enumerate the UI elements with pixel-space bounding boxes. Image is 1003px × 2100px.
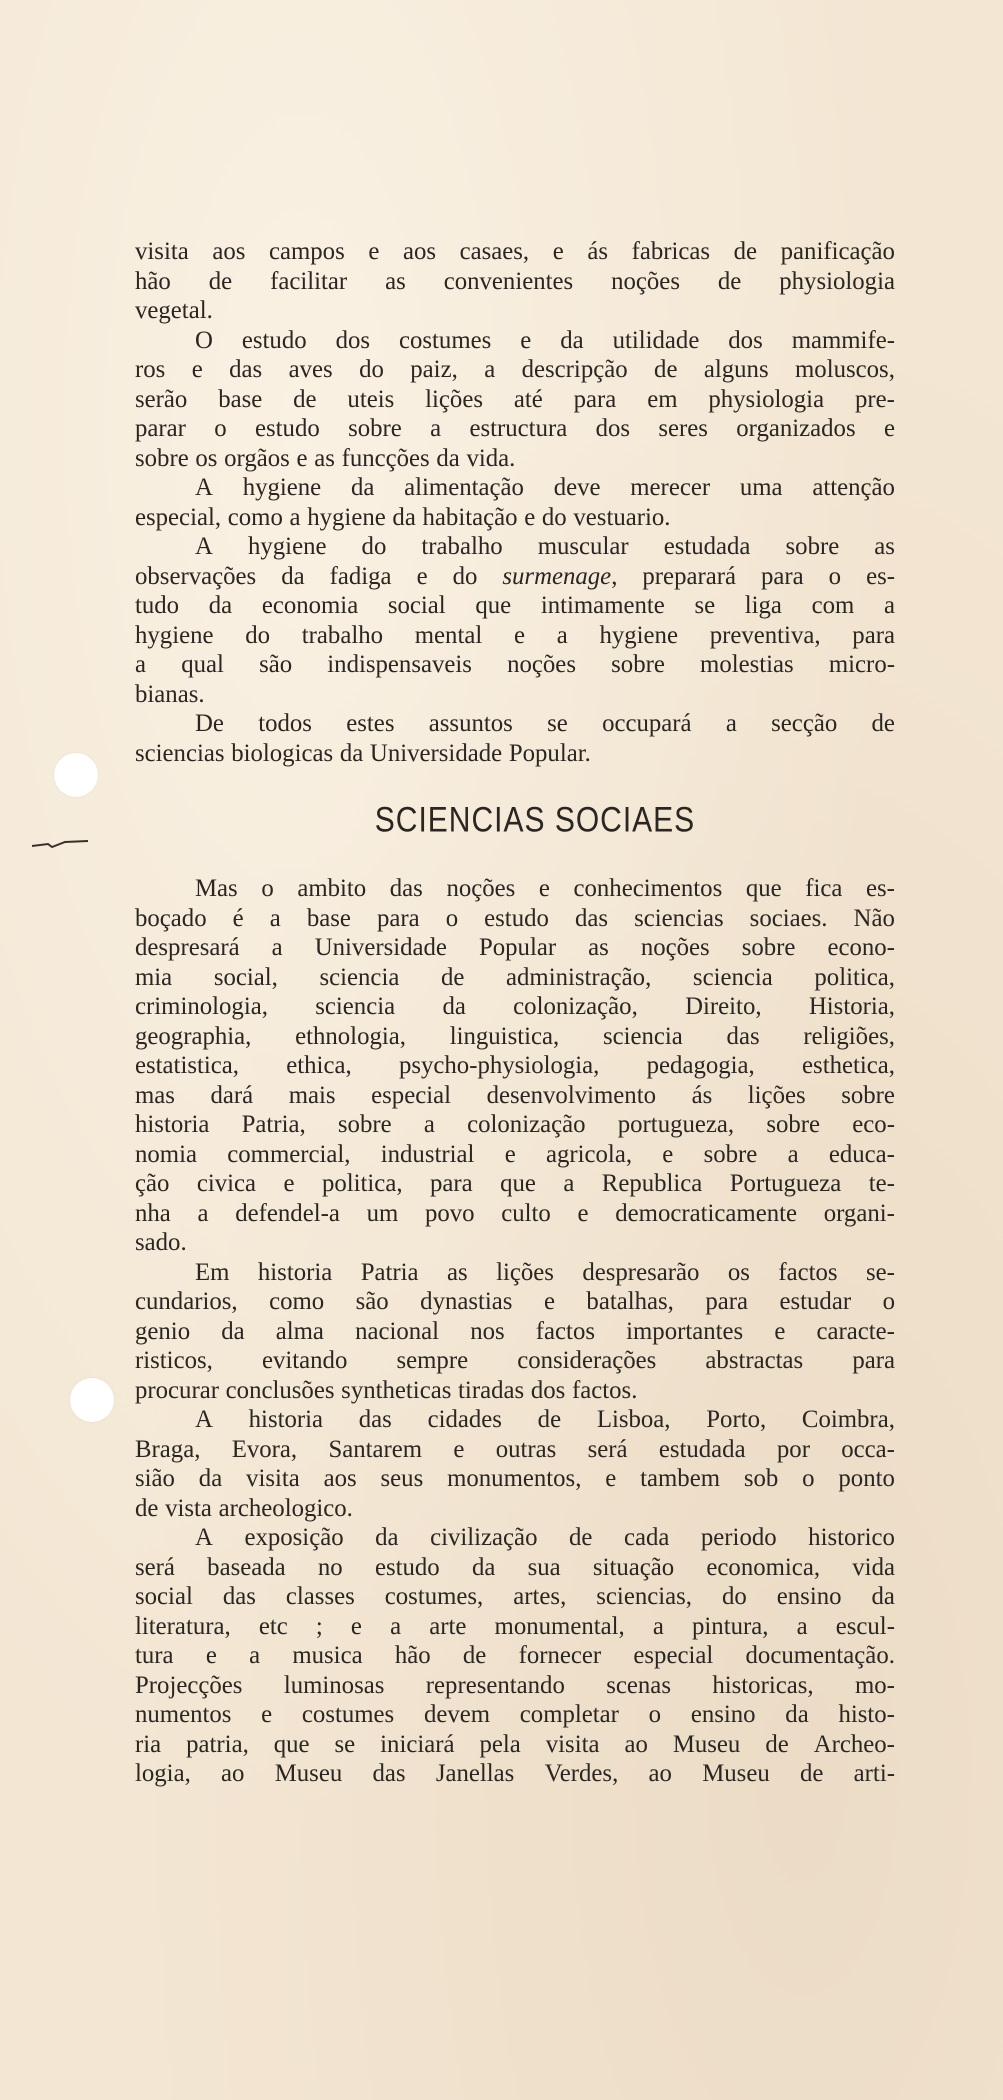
section-biologicas [135,237,895,768]
text-line: criminologia, sciencia da colonização, Direito, Historia, [135,993,895,1020]
text-line: ros e das aves do paiz, a descripção de alguns moluscos, [135,356,895,383]
text-line: sobre os orgãos e as funcções da vida. [135,444,516,472]
text-line: sciencias biologicas da Universidade Popular. [135,739,591,767]
text-line: especial, como a hygiene da habitação e do vestuario. [135,503,671,531]
text-line: tura e a musica hão de fornecer especial documentação. [135,1642,895,1669]
text-line: Projecções luminosas representando scenas historicas, mo- [135,1671,895,1699]
section-sociaes [135,874,895,1789]
text-line: parar o estudo sobre a estructura dos seres organizados e [135,415,895,442]
text-line: de vista archeologico. [135,1494,353,1522]
text-line: geographia, ethnologia, linguistica, sciencia das religiões, [135,1022,895,1050]
text-line: ria patria, que se iniciará pela visita ao Museu de Archeo- [135,1730,895,1758]
text-line: nha a defendel-a um povo culto e democraticamente organi- [135,1199,895,1227]
text-line: numentos e costumes devem completar o ensino da histo- [135,1701,895,1728]
text-line: sião da visita aos seus monumentos, e tambem sob o ponto [135,1465,895,1492]
text-line: A historia das cidades de Lisboa, Porto, Coimbra, [195,1406,895,1433]
text-line: observações da fadiga e do surmenage, preparará para o es- [135,562,895,590]
text-line: social das classes costumes, artes, sciencias, do ensino da [135,1583,895,1610]
text-line: mas dará mais especial desenvolvimento ás lições sobre [135,1081,895,1109]
text-line: procurar conclusões syntheticas tiradas dos factos. [135,1376,638,1404]
text-line: Em historia Patria as lições despresarão os factos se- [195,1258,895,1286]
text-line: genio da alma nacional nos factos importantes e caracte- [135,1317,895,1345]
text-line: literatura, etc ; e a arte monumental, a pintura, a escul- [135,1612,895,1640]
text-line: A hygiene do trabalho muscular estudada sobre as [195,533,895,560]
text-line: hygiene do trabalho mental e a hygiene preventiva, para [135,621,895,649]
text-line: vegetal. [135,297,213,324]
text-line: Mas o ambito das noções e conhecimentos que fica es- [195,875,895,902]
document-body [135,237,895,1789]
text-line: historia Patria, sobre a colonização portugueza, sobre eco- [135,1111,895,1138]
text-line: estatistica, ethica, psycho-physiologia, pedagogia, esthetica, [135,1052,895,1079]
text-line: despresará a Universidade Popular as noções sobre econo- [135,934,895,961]
text-line: De todos estes assuntos se occupará a secção de [195,710,895,737]
text-line: logia, ao Museu das Janellas Verdes, ao Museu de arti- [135,1760,895,1787]
text-line: hão de facilitar as convenientes noções de physiologia [135,267,895,295]
text-line: ção civica e politica, para que a Republica Portugueza te- [135,1170,895,1197]
paper-tear-mark [30,838,90,850]
text-line: será baseada no estudo da sua situação economica, vida [135,1553,895,1581]
text-line: nomia commercial, industrial e agricola, e sobre a educa- [135,1140,895,1168]
punch-hole [70,1378,114,1422]
text-line: visita aos campos e aos casaes, e ás fabricas de panificação [135,238,895,265]
text-line: mia social, sciencia de administração, sciencia politica, [135,963,895,991]
text-line: boçado é a base para o estudo das sciencias sociaes. Não [135,904,895,932]
text-line: A hygiene da alimentação deve merecer uma attenção [195,474,895,501]
punch-hole [54,753,98,797]
text-line: tudo da economia social que intimamente se liga com a [135,592,895,619]
section-heading: SCIENCIAS SOCIAES [374,801,696,841]
text-line: risticos, evitando sempre considerações abstractas para [135,1347,895,1374]
text-line: A exposição da civilização de cada periodo historico [195,1524,895,1551]
text-line: Braga, Evora, Santarem e outras será estudada por occa- [135,1435,895,1463]
text-line: sado. [135,1229,187,1256]
text-line: serão base de uteis lições até para em physiologia pre- [135,385,895,413]
text-line: O estudo dos costumes e da utilidade dos mammife- [195,326,895,354]
text-line: a qual são indispensaveis noções sobre molestias micro- [135,651,895,678]
text-line: bianas. [135,680,205,708]
text-line: cundarios, como são dynastias e batalhas, para estudar o [135,1288,895,1315]
